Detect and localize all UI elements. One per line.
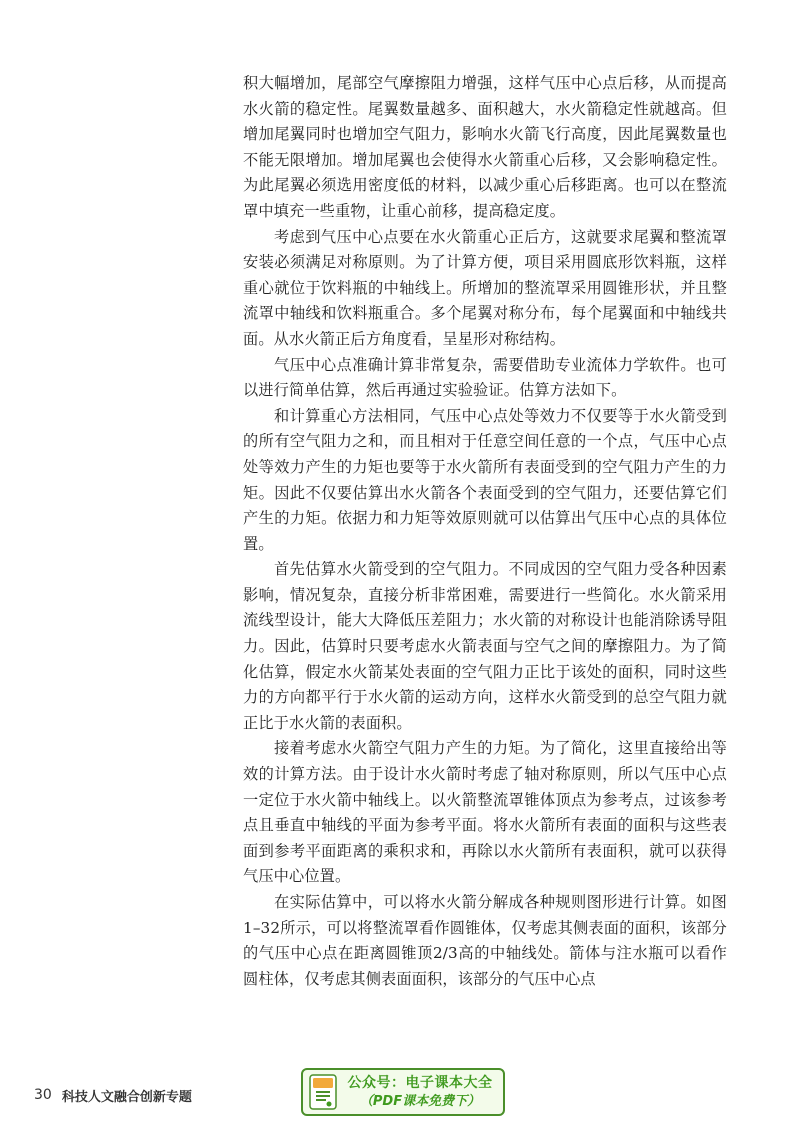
paragraph-5: 首先估算水火箭受到的空气阻力。不同成因的空气阻力受各种因素影响，情况复杂，直接分析非常困难，需要进行一些简化。水火箭采用流线型设计，能大大降低压差阻力；水火箭的对称设计也能消除诱导阻力。因此，估算时只要考虑水火箭表面与空气之间的摩擦阻力。为了简化估算，假定水火箭某处表面的空气阻力正比于该处的面积，同时这些力的方向都平行于水火箭的运动方向，这样水火箭受到的总空气阻力就正比于水火箭的表面积。 [243,560,727,732]
paragraph-1: 积大幅增加，尾部空气摩擦阻力增强，这样气压中心点后移，从而提高水火箭的稳定性。尾翼数量越多、面积越大，水火箭稳定性就越高。但增加尾翼同时也增加空气阻力，影响水火箭飞行高度，因此尾翼数量也不能无限增加。增加尾翼也会使得水火箭重心后移，又会影响稳定性。为此尾翼必须选用密度低的材料，以减少重心后移距离。也可以在整流罩中填充一些重物，让重心前移，提高稳定度。 [243,74,727,220]
watermark-text [343,1074,497,1111]
paragraph-6: 接着考虑水火箭空气阻力产生的力矩。为了简化，这里直接给出等效的计算方法。由于设计水火箭时考虑了轴对称原则，所以气压中心点一定位于水火箭中轴线上。以火箭整流罩锥体顶点为参考点，过该参考点且垂直中轴线的平面为参考平面。将水火箭所有表面的面积与这些表面到参考平面距离的乘积求和，再除以水火箭所有表面积，就可以获得气压中心位置。 [243,739,727,886]
watermark-line-2: （PDF课本免费下） [359,1093,481,1109]
page-number: 30 [34,1087,52,1103]
series-title: 科技人文融合创新专题 [61,1089,192,1105]
watermark-line-1: 公众号：电子课本大全 [347,1074,493,1091]
paragraph-7: 在实际估算中，可以将水火箭分解成各种规则图形进行计算。如图1–32所示，可以将整流罩看作圆锥体，仅考虑其侧表面的面积，该部分的气压中心点在距离圆锥顶2/3高的中轴线处。箭体与注水瓶可以看作圆柱体，仅考虑其侧表面面积，该部分的气压中心点 [243,893,727,988]
page-footer [34,1085,192,1105]
ebook-logo-icon [309,1074,337,1110]
paragraph-2: 考虑到气压中心点要在水火箭重心正后方，这就要求尾翼和整流罩安装必须满足对称原则。为了计算方便，项目采用圆底形饮料瓶，这样重心就位于饮料瓶的中轴线上。所增加的整流罩采用圆锥形状，并且整流罩中轴线和饮料瓶重合。多个尾翼对称分布，每个尾翼面和中轴线共面。从水火箭正后方角度看，呈星形对称结构。 [243,227,727,348]
watermark-banner [301,1068,505,1116]
paragraph-3: 气压中心点准确计算非常复杂，需要借助专业流体力学软件。也可以进行简单估算，然后再通过实验验证。估算方法如下。 [243,355,727,400]
page-body [243,71,727,992]
paragraph-4: 和计算重心方法相同，气压中心点处等效力不仅要等于水火箭受到的所有空气阻力之和，而且相对于任意空间任意的一个点，气压中心点处等效力产生的力矩也要等于水火箭所有表面受到的空气阻力产生的力矩。因此不仅要估算出水火箭各个表面受到的空气阻力，还要估算它们产生的力矩。依据力和力矩等效原则就可以估算出气压中心点的具体位置。 [243,406,727,553]
